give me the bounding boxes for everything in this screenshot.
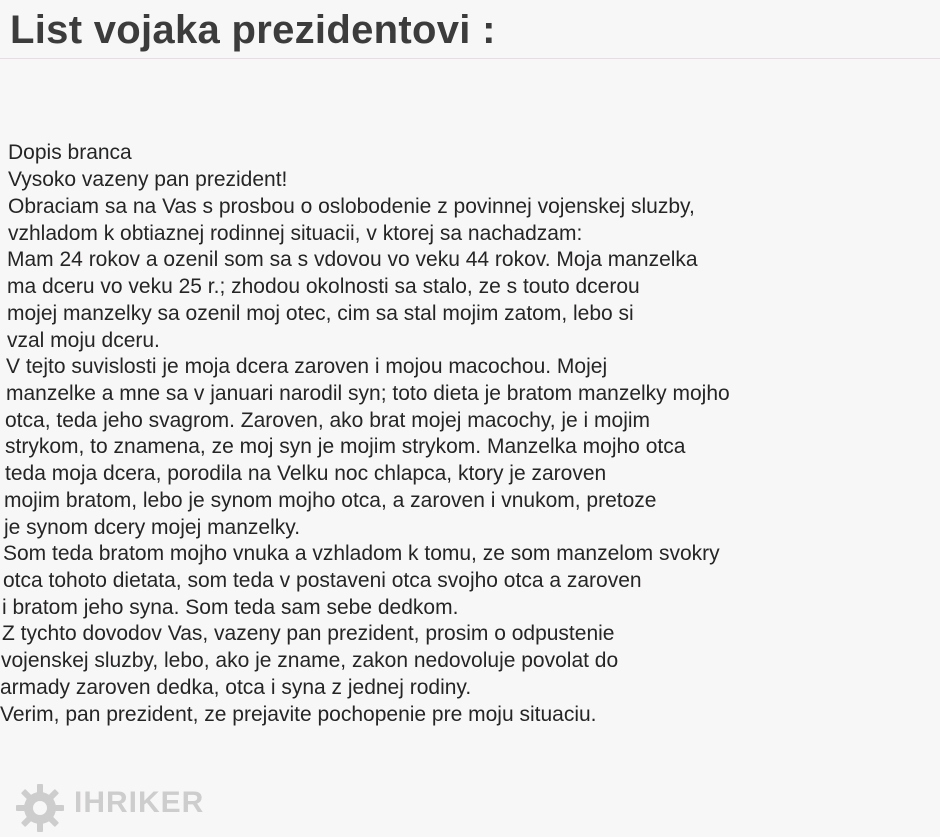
letter-line: teda moja dcera, porodila na Velku noc chlapca, ktory je zaroven	[5, 462, 607, 485]
document-title: List vojaka prezidentovi :	[10, 8, 496, 52]
letter-line: otca tohoto dietata, som teda v postaveni otca svojho otca a zaroven	[3, 569, 642, 592]
letter-line: V tejto suvislosti je moja dcera zaroven i mojou macochou. Mojej	[6, 355, 608, 378]
letter-line: je synom dcery mojej manzelky.	[4, 516, 301, 539]
letter-line: vzal moju dceru.	[7, 329, 160, 352]
letter-line: manzelke a mne sa v januari narodil syn; toto dieta je bratom manzelky mojho	[6, 382, 730, 405]
letter-line: mojej manzelky sa ozenil moj otec, cim sa stal mojim zatom, lebo si	[7, 302, 634, 325]
gear-icon	[16, 784, 64, 832]
letter-line: Z tychto dovodov Vas, vazeny pan prezident, prosim o odpustenie	[2, 622, 615, 645]
letter-line: i bratom jeho syna. Som teda sam sebe dedkom.	[2, 596, 459, 619]
letter-line: otca, teda jeho svagrom. Zaroven, ako brat mojej macochy, je i mojim	[5, 409, 651, 432]
letter-line: Dopis branca	[8, 141, 132, 164]
letter-line: Verim, pan prezident, ze prejavite pochopenie pre moju situaciu.	[0, 703, 597, 726]
letter-line: vojenskej sluzby, lebo, ako je zname, zakon nedovoluje povolat do	[1, 649, 619, 672]
letter-line: mojim bratom, lebo je synom mojho otca, a zaroven i vnukom, pretoze	[4, 489, 657, 512]
letter-line: strykom, to znamena, ze moj syn je mojim strykom. Manzelka mojho otca	[5, 435, 686, 458]
letter-line: Som teda bratom mojho vnuka a vzhladom k tomu, ze som manzelom svokry	[3, 542, 720, 565]
watermark-text: IHRIKER	[74, 786, 205, 819]
watermark	[16, 782, 256, 834]
letter-line: ma dceru vo veku 25 r.; zhodou okolnosti sa stalo, ze s touto dcerou	[7, 275, 640, 298]
title-divider	[0, 58, 940, 59]
letter-line: Vysoko vazeny pan prezident!	[8, 168, 288, 191]
letter-line: Obraciam sa na Vas s prosbou o oslobodenie z povinnej vojenskej sluzby,	[8, 195, 695, 218]
letter-line: Mam 24 rokov a ozenil som sa s vdovou vo veku 44 rokov. Moja manzelka	[7, 248, 698, 271]
letter-line: armady zaroven dedka, otca i syna z jednej rodiny.	[0, 676, 472, 699]
letter-line: vzhladom k obtiaznej rodinnej situacii, v ktorej sa nachadzam:	[8, 222, 583, 245]
